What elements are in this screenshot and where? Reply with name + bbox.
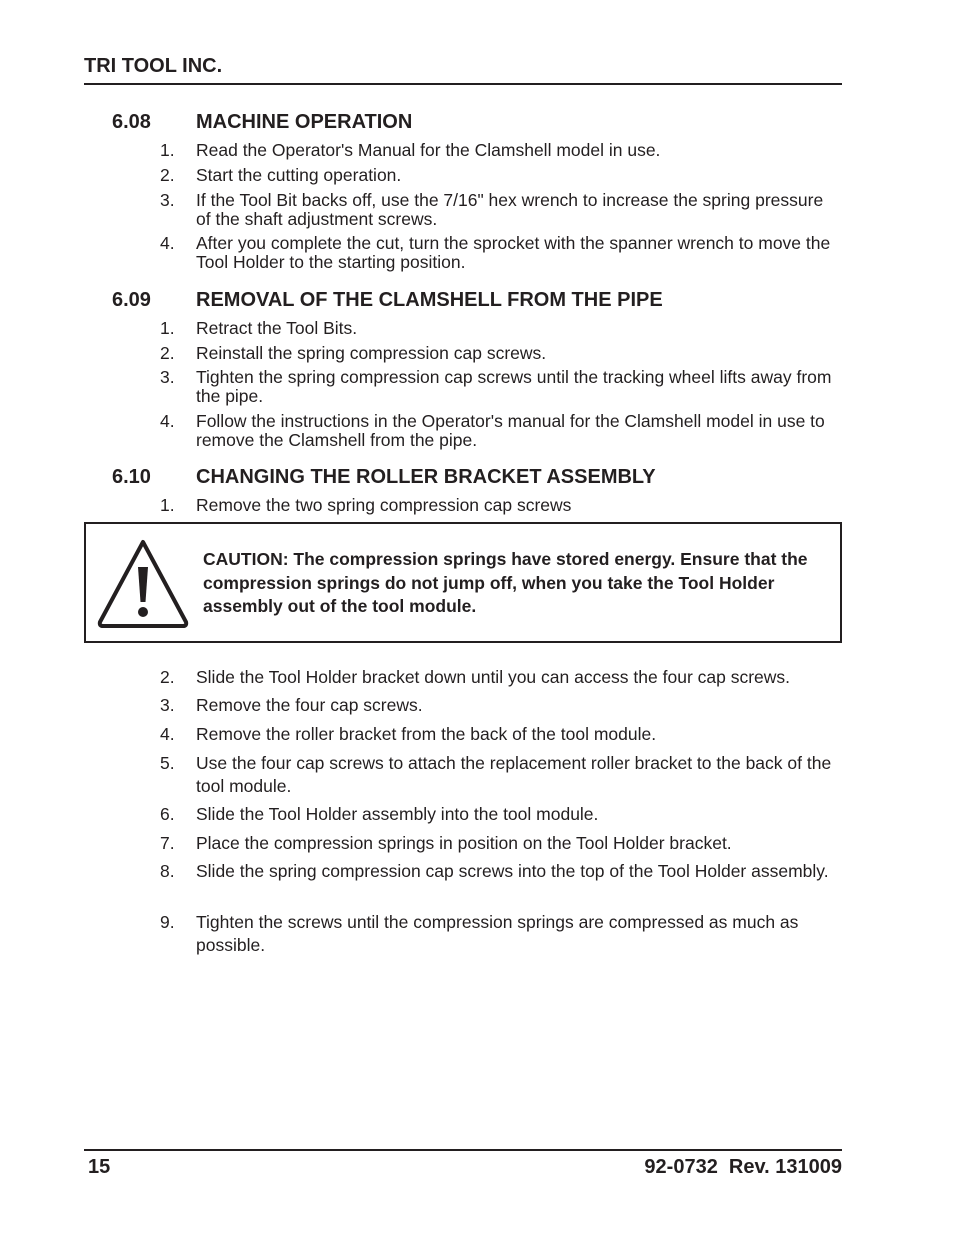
list-item-text: Start the cutting operation. [196, 165, 402, 185]
list-item-number: 1. [160, 318, 175, 338]
list-item-text: Place the compression springs in position on the Tool Holder bracket. [196, 833, 732, 853]
list-item-text: Remove the four cap screws. [196, 695, 423, 715]
list-item-text: Read the Operator's Manual for the Clamshell model in use. [196, 140, 661, 160]
list-item-text: Tighten the spring compression cap screws until the tracking wheel lifts away from the pipe. [196, 367, 832, 406]
list-item-number: 2. [160, 343, 175, 363]
list-item-number: 7. [160, 833, 175, 853]
section-number: 6.08 [112, 111, 151, 133]
list-item-text: Use the four cap screws to attach the replacement roller bracket to the back of the tool module. [196, 753, 832, 796]
section-title: REMOVAL OF THE CLAMSHELL FROM THE PIPE [196, 289, 663, 311]
section-title: CHANGING THE ROLLER BRACKET ASSEMBLY [196, 466, 656, 488]
section-title: MACHINE OPERATION [196, 111, 413, 133]
list-item-number: 8. [160, 861, 175, 881]
footer-rule [84, 1149, 842, 1151]
list-item-number: 1. [160, 495, 175, 515]
page-number: 15 [88, 1156, 111, 1178]
warning-triangle-icon [96, 536, 190, 628]
list-item-number: 4. [160, 411, 175, 431]
list-item-number: 9. [160, 912, 175, 932]
list-item-number: 2. [160, 667, 175, 687]
list-item-text: Slide the Tool Holder assembly into the tool module. [196, 804, 599, 824]
document-revision: 92-0732 Rev. 131009 [644, 1156, 842, 1178]
header-rule [84, 83, 842, 85]
list-item-text: Remove the two spring compression cap screws [196, 495, 572, 515]
list-item-number: 3. [160, 367, 175, 387]
list-item-text: Follow the instructions in the Operator's manual for the Clamshell model in use to remove the Clamshell from the pipe. [196, 411, 825, 450]
list-item-number: 1. [160, 140, 175, 160]
list-item-text: After you complete the cut, turn the sprocket with the spanner wrench to move the Tool Holder to the starting position. [196, 233, 831, 272]
list-item-text: Tighten the screws until the compression springs are compressed as much as possible. [196, 912, 799, 955]
list-item-number: 5. [160, 753, 175, 773]
list-item-number: 3. [160, 190, 175, 210]
list-item-text: Retract the Tool Bits. [196, 318, 358, 338]
caution-text: CAUTION: The compression springs have stored energy. Ensure that the compression springs do not jump off, when you take the Tool Holder assembly out of the tool module. [203, 549, 808, 616]
list-item-text: Slide the spring compression cap screws into the top of the Tool Holder assembly. [196, 861, 829, 881]
company-name: TRI TOOL INC. [84, 55, 223, 77]
list-item-text: Reinstall the spring compression cap screws. [196, 343, 547, 363]
list-item-number: 4. [160, 233, 175, 253]
caution-box [84, 522, 842, 643]
list-item-number: 2. [160, 165, 175, 185]
list-item-text: Remove the roller bracket from the back of the tool module. [196, 724, 657, 744]
list-item-number: 6. [160, 804, 175, 824]
list-item-number: 3. [160, 695, 175, 715]
section-number: 6.10 [112, 466, 151, 488]
list-item-text: If the Tool Bit backs off, use the 7/16" hex wrench to increase the spring pressure of the shaft adjustment screws. [196, 190, 824, 229]
list-item-text: Slide the Tool Holder bracket down until you can access the four cap screws. [196, 667, 791, 687]
list-item-number: 4. [160, 724, 175, 744]
section-number: 6.09 [112, 289, 151, 311]
